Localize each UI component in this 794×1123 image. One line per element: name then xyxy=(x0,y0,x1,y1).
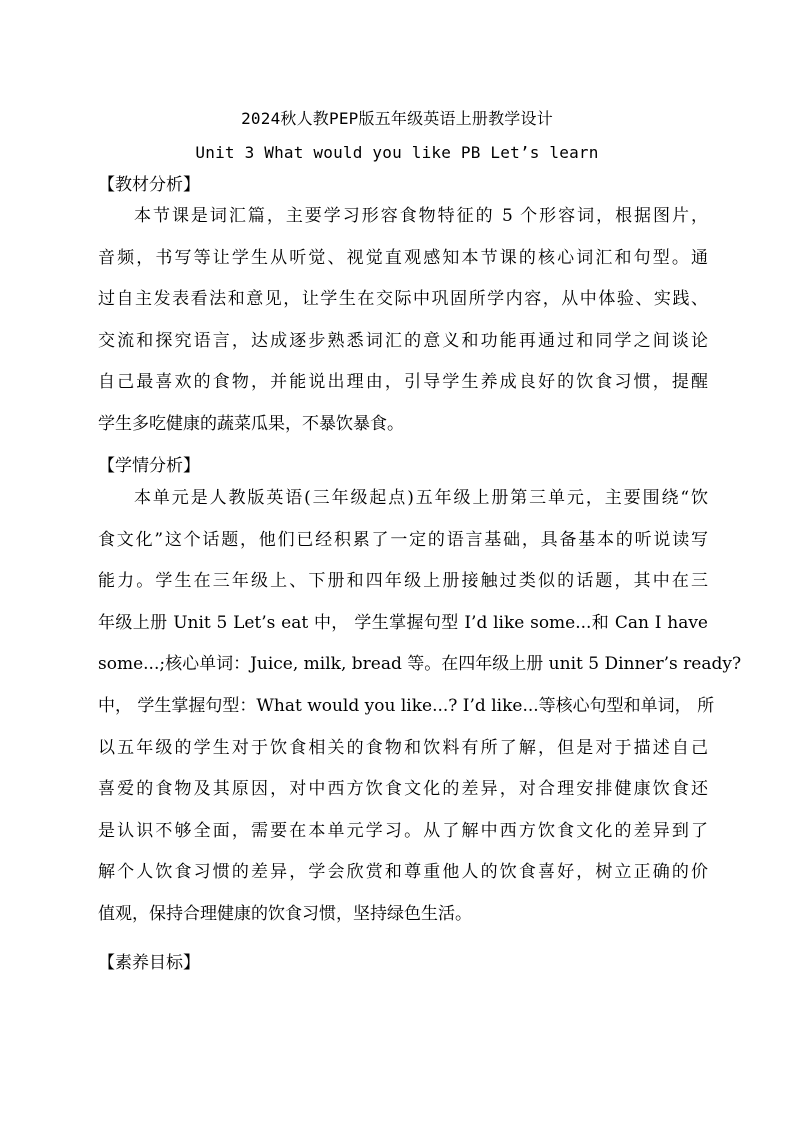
section-heading-textbook-analysis: 【教材分析】 xyxy=(98,175,200,195)
document-subtitle: Unit 3 What would you like PB Let’s learn xyxy=(195,143,599,162)
body-line: 中， 学生掌握句型：What would you like...? I’d like...等核心句型和单词， 所 xyxy=(98,695,715,716)
body-line: 本节课是词汇篇，主要学习形容食物特征的 5 个形容词，根据图片， xyxy=(134,206,708,226)
section-body-learner-analysis xyxy=(98,478,742,936)
body-line: 音频，书写等让学生从听觉、视觉直观感知本节课的核心词汇和句型。通 xyxy=(98,247,708,268)
body-line: 食文化”这个话题，他们已经积累了一定的语言基础，具备基本的听说读写 xyxy=(98,529,708,550)
body-line: 喜爱的食物及其原因，对中西方饮食文化的差异，对合理安排健康饮食还 xyxy=(98,779,708,800)
body-line: 交流和探究语言，达成逐步熟悉词汇的意义和功能再通过和同学之间谈论 xyxy=(98,330,708,351)
body-line: 自己最喜欢的食物，并能说出理由，引导学生养成良好的饮食习惯，提醒 xyxy=(98,372,708,393)
body-line: 值观，保持合理健康的饮食习惯，坚持绿色生活。 xyxy=(98,903,472,924)
body-line: 本单元是人教版英语(三年级起点)五年级上册第三单元，主要围绕“饮 xyxy=(134,488,708,508)
section-body-textbook-analysis xyxy=(98,196,708,446)
section-heading-learner-analysis: 【学情分析】 xyxy=(98,456,200,476)
body-line: 是认识不够全面，需要在本单元学习。从了解中西方饮食文化的差异到了 xyxy=(98,820,708,841)
body-line: 学生多吃健康的蔬菜瓜果，不暴饮暴食。 xyxy=(98,413,404,434)
body-line: 过自主发表看法和意见，让学生在交际中巩固所学内容，从中体验、实践、 xyxy=(98,289,708,310)
body-line: some...;核心单词：Juice, milk, bread 等。在四年级上册 unit 5 Dinner’s ready? xyxy=(98,654,742,675)
section-heading-literacy-goals: 【素养目标】 xyxy=(98,953,200,973)
body-line: 以五年级的学生对于饮食相关的食物和饮料有所了解，但是对于描述自己 xyxy=(98,737,708,758)
body-line: 年级上册 Unit 5 Let’s eat 中， 学生掌握句型 I’d like some...和 Can I have xyxy=(98,612,708,633)
body-line: 解个人饮食习惯的差异，学会欣赏和尊重他人的饮食喜好，树立正确的价 xyxy=(98,862,708,883)
document-title: 2024秋人教PEP版五年级英语上册教学设计 xyxy=(241,109,553,128)
body-line: 能力。学生在三年级上、下册和四年级上册接触过类似的话题，其中在三 xyxy=(98,571,708,592)
